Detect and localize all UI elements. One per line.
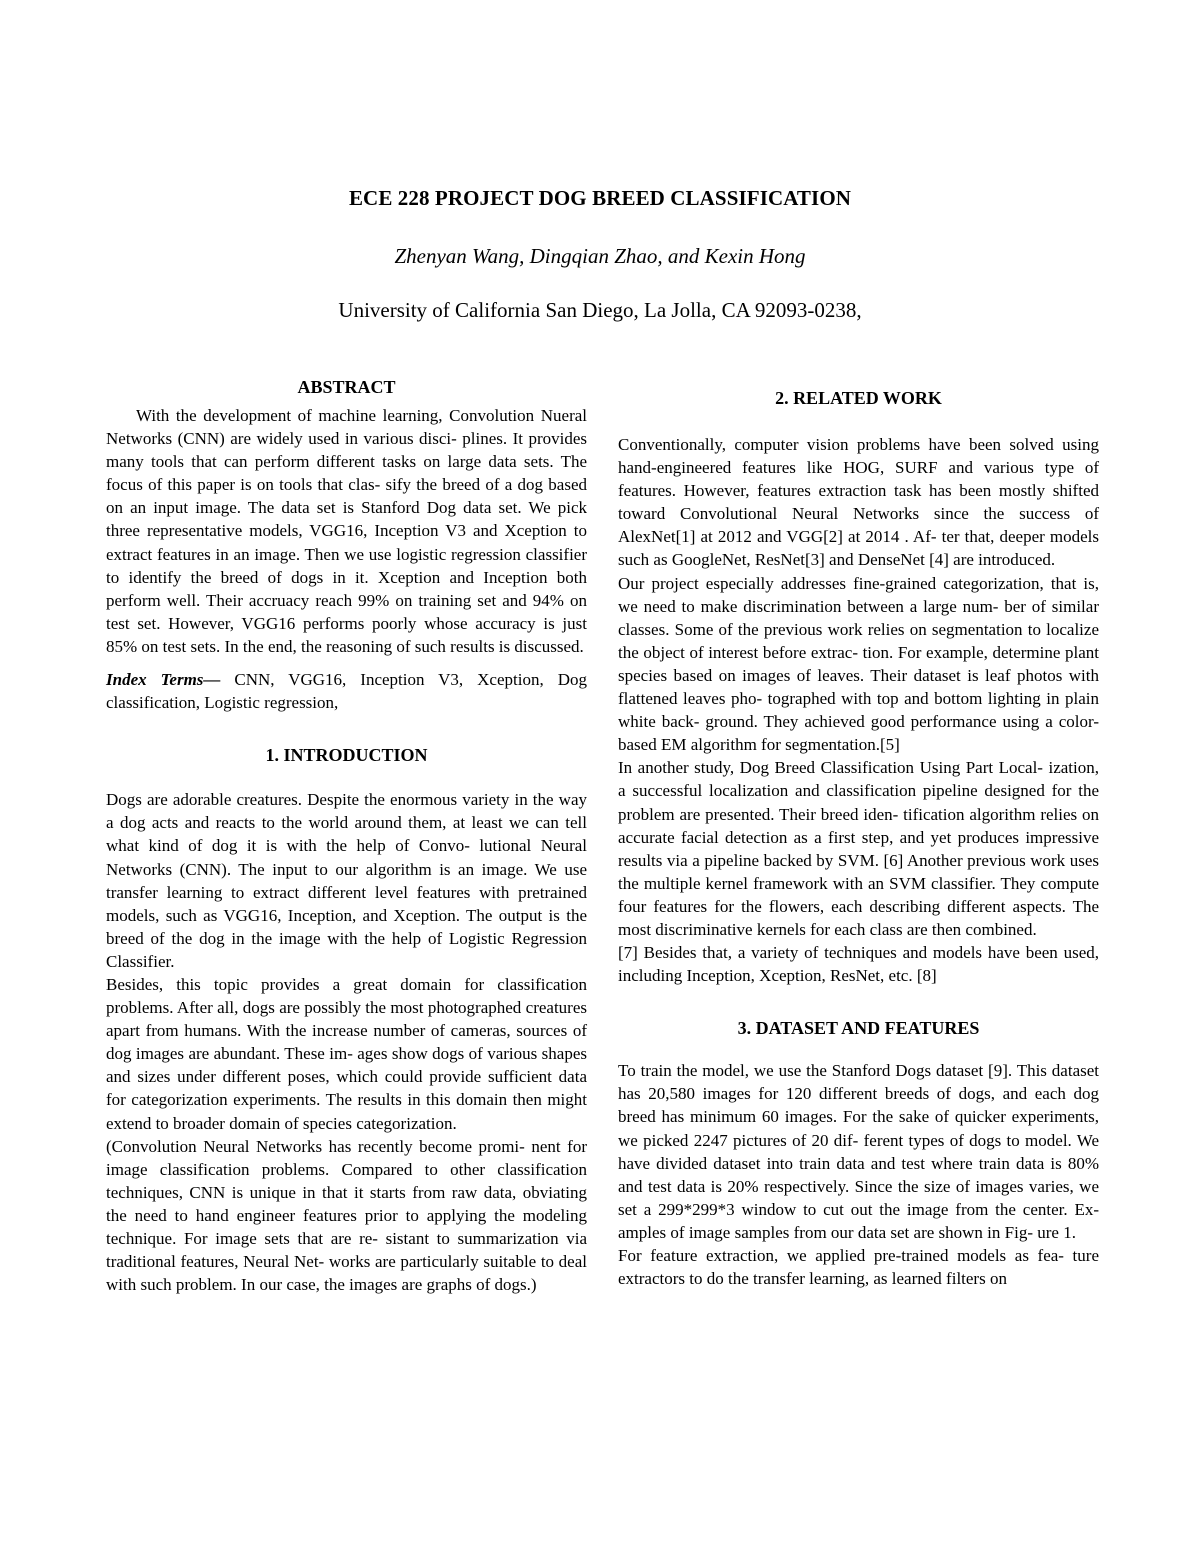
dataset-paragraph-2: For feature extraction, we applied pre-trained models as fea- ture extractors to do the transfer learning, as learned filters on [618,1246,1099,1289]
dataset-paragraph-1: To train the model, we use the Stanford Dogs dataset [9]. This dataset has 20,580 images for 120 different breeds of dogs, and each dog breed has minimum 60 images. For the sake of quicker experiments, we picked 2247 pictures of 20 dif- ferent types of dogs to model. We have divided dataset into train data and test where train data is 80% and test data is 20% respectively. Since the size of images varies, we set a 299*299*3 window to cut out the image from the center. Ex- amples of image samples from our data set are shown in Fig- ure 1. [618,1061,1099,1242]
paper-affiliation: University of California San Diego, La Jolla, CA 92093-0238, [338,298,862,322]
left-column [106,374,587,1296]
introduction-paragraph-3: (Convolution Neural Networks has recently become promi- nent for image classification problems. Compared to other classification techniques, CNN is unique in that it starts from raw data, obviating the need to hand engineer features prior to applying the modeling technique. For image sets that are re- sistant to summarization via traditional features, Neural Net- works are particularly suitable to deal with such problem. In our case, the images are graphs of dogs.) [106,1136,587,1295]
related-work-paragraph-4: [7] Besides that, a variety of techniques and models have been used, including Inception, Xception, ResNet, etc. [8] [618,943,1099,986]
related-work-heading: 2. RELATED WORK [775,388,942,408]
paper-authors: Zhenyan Wang, Dingqian Zhao, and Kexin Hong [394,244,806,268]
index-terms [106,668,587,714]
related-work-paragraph-1: Conventionally, computer vision problems have been solved using hand-engineered features like HOG, SURF and various type of features. However, features extraction task has been mostly shifted toward Convolutional Neural Networks since the success of AlexNet[1] at 2012 and VGG[2] at 2014 . Af- ter that, deeper models such as GoogleNet, ResNet[3] and DenseNet [4] are introduced. [618,435,1099,570]
related-work-paragraph-2: Our project especially addresses fine-grained categorization, that is, we need to make discrimination between a large num- ber of similar classes. Some of the previous work relies on segmentation to localize the object of interest before extrac- tion. For example, determine plant species based on images of leaves. Their dataset is leaf photos with flattened leaves pho- tographed with top and bottom lighting in plain white back- ground. They achieved good performance using a color-based EM algorithm for segmentation.[5] [618,573,1099,755]
introduction-paragraph-2: Besides, this topic provides a great domain for classification problems. After all, dogs are possibly the most photographed creatures apart from humans. With the increase number of cameras, sources of dog images are abundant. These im- ages show dogs of various shapes and sizes under different poses, which could provide sufficient data for categorization experiments. The results in this domain then might extend to broader domain of species categorization. [106,974,587,1133]
index-terms-label: Index Terms— [106,670,221,690]
index-terms-list: CNN, VGG16, Inception V3, Xception, Dog classification, Logistic regression, [106,670,587,713]
abstract-heading: ABSTRACT [297,377,396,397]
paper-title: ECE 228 PROJECT DOG BREED CLASSIFICATION [348,186,852,210]
related-work-paragraph-3: In another study, Dog Breed Classification Using Part Local- ization, a successful localization and classification pipeline designed for the problem are presented. Their breed iden- tification algorithm relies on accurate facial detection as a first step, and yet produces impressive results via a pipeline backed by SVM. [6] Another previous work uses the multiple kernel framework with an SVM classifier. They compute four features for the flowers, each describing different aspects. The most discriminative kernels for each class are then combined. [618,758,1099,939]
introduction-heading: 1. INTRODUCTION [265,745,428,766]
dataset-heading: 3. DATASET AND FEATURES [737,1018,980,1039]
right-column [618,385,1099,1290]
introduction-paragraph-1: Dogs are adorable creatures. Despite the enormous variety in the way a dog acts and reacts to the world around them, at least we can tell what kind of dog it is with the help of Convo- lutional Neural Networks (CNN). The input to our algorithm is an image. We use transfer learning to extract different level features with pretrained models, such as VGG16, Inception, and Xception. The output is the breed of the dog in the image with the help of Logistic Regression Classifier. [106,790,587,971]
abstract-text: With the development of machine learning, Convolution Nueral Networks (CNN) are widely used in various disci- plines. It provides many tools that can perform different tasks on large data sets. The focus of this paper is on tools that clas- sify the breed of a dog based on an input image. The data set is Stanford Dog data set. We pick three representative models, VGG16, Inception V3 and Xception to extract features in an image. Then we use logistic regression classifier to identify the breed of dogs in it. Xception and Inception both perform well. Their accruacy reach 99% on training set and 94% on test set. However, VGG16 performs poorly whose accuracy is just 85% on test sets. In the end, the reasoning of such results is discussed. [106,406,587,656]
